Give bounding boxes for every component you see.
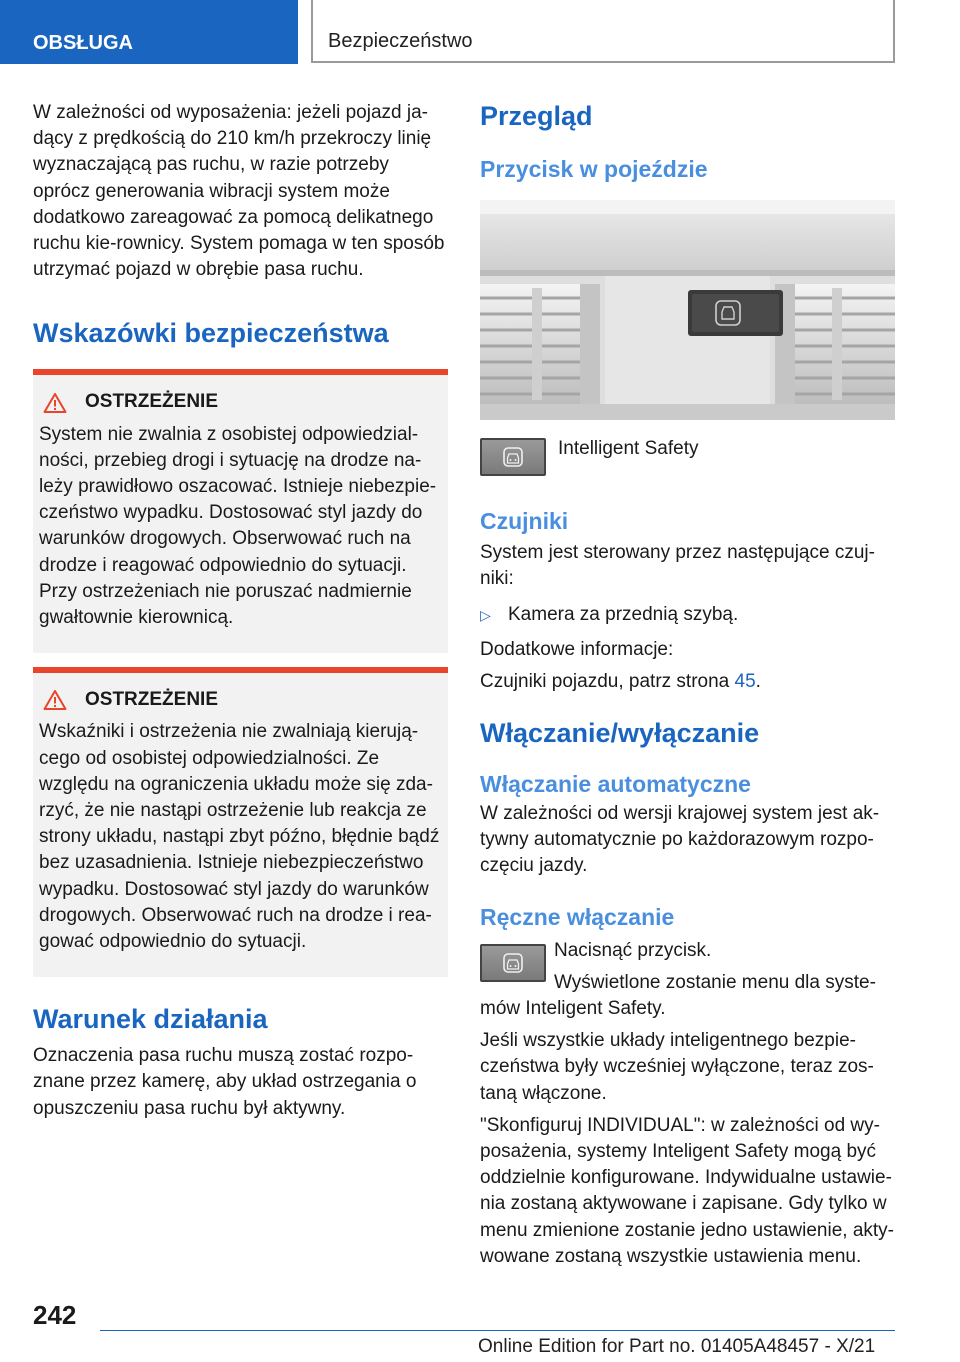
bullet-triangle-icon: ▷ [480,607,491,624]
manual-menu: Wyświetlone zostanie menu dla syste-mów Inteligent Safety. [480,971,876,1020]
button-label: Intelligent Safety [558,438,699,459]
section-tab [311,0,895,63]
page-reference-link[interactable]: 45 [734,670,756,692]
warning-triangle-icon [43,392,67,414]
intelligent-safety-icon [502,952,524,974]
dashboard-button-illustration [480,200,895,420]
button-heading: Przycisk w pojeździe [480,156,708,182]
list-item [480,602,895,628]
sensors-reference [480,669,895,695]
right-column [480,100,895,1270]
intelligent-safety-button[interactable] [480,944,546,982]
sensors-heading: Czujniki [480,508,569,534]
onoff-heading: Włączanie/wyłączanie [480,718,760,749]
chapter-title: OBSŁUGA [33,32,133,54]
dashboard-photo [480,200,895,420]
condition-paragraph: Oznaczenia pasa ruchu muszą zostać rozpo-znane przez kamerę, aby układ ostrzegania o opuszczeniu pasa ruchu był aktywny. [33,1045,417,1119]
manual-paragraph-2: Jeśli wszystkie układy inteligentnego bezpie-czeństwa były wcześniej wyłączone, teraz zos-taną włączone. [480,1030,874,1104]
button-legend-row [480,438,895,476]
warning-box [33,369,448,653]
auto-heading: Włączanie automatyczne [480,771,751,798]
left-column [33,100,448,1122]
page-number: 242 [33,1300,77,1330]
warning-text: System nie zwalnia z osobistej odpowiedzial-ności, przebieg drogi i sytuację na drodze na-leży prawidłowo oszacować. Istnieje niebezpie-czeństwo wypadku. Dostosować styl jazdy do warunków drogowych. Obserwować ruch na drodze i reagować odpowiednio do sytuacji. Przy ostrzeżeniach nie poruszać nadmiernie gwałtownie kierownicą. [39,423,437,629]
sensors-paragraph: System jest sterowany przez następujące czuj-niki: [480,542,875,590]
warning-box [33,667,448,977]
footer-divider [100,1330,895,1331]
manual-step: Nacisnąć przycisk. [554,939,712,961]
warning-title: OSTRZEŻENIE [85,391,219,413]
reference-text: Czujniki pojazdu, patrz strona [480,670,735,692]
warning-triangle-icon [43,689,67,711]
manual-paragraph-3: "Skonfiguruj INDIVIDUAL": w zależności od wy-posażenia, systemy Inteligent Safety mogą być oddzielnie konfigurowane. Indywidualne ustawie-nia zostaną aktywowane i zapisane. Gdy tylko w menu zmienione zostanie jedno ustawienie, akty-wowane zostaną wszystkie ustawienia menu. [480,1114,895,1267]
edition-note: Online Edition for Part no. 01405A48457 - X/21 [478,1336,876,1357]
additional-info-label: Dodatkowe informacje: [480,638,674,660]
warning-title-row [39,687,440,713]
intelligent-safety-button[interactable] [480,438,546,476]
warning-title: OSTRZEŻENIE [85,689,219,711]
intro-paragraph: W zależności od wyposażenia: jeżeli pojazd ja-dący z prędkością do 210 km/h przekroczy linię wyznaczającą pas ruchu, w razie potrzeby oprócz generowania wibracji system może dodatkowo zareagować za pomocą delikatnego ruchu kie-rownicy. System pomaga w ten sposób utrzymać pojazd w obrębie pasa ruchu. [33,102,445,281]
reference-suffix: . [755,670,761,692]
overview-heading: Przegląd [480,101,593,131]
warning-title-row [39,389,440,415]
bullet-text: Kamera za przednią szybą. [508,604,739,626]
intelligent-safety-icon [502,446,524,468]
auto-paragraph: W zależności od wersji krajowej system jest ak-tywny automatycznie po każdorazowym rozpo-częciu jazdy. [480,803,880,877]
warning-text: Wskaźniki i ostrzeżenia nie zwalniają kierują-cego od osobistej odpowiedzialności. Ze względu na ograniczenia układu może się zda-rzyć, że nie nastąpi ostrzeżenie lub reakcja ze strony układu, nastąpi zbyt późno, błędnie bądź bez uzasadnienia. Istnieje niebezpieczeństwo wypadku. Dostosować styl jazdy do warunków drogowych. Obserwować ruch na drodze i rea-gować odpowiednio do sytuacji. [39,721,440,953]
condition-heading: Warunek działania [33,1004,268,1035]
manual-heading: Ręczne włączanie [480,903,675,930]
chapter-tab [0,0,298,64]
safety-heading: Wskazówki bezpieczeństwa [33,318,389,349]
section-title: Bezpieczeństwo [328,30,473,52]
manual-step-block [480,938,895,1023]
